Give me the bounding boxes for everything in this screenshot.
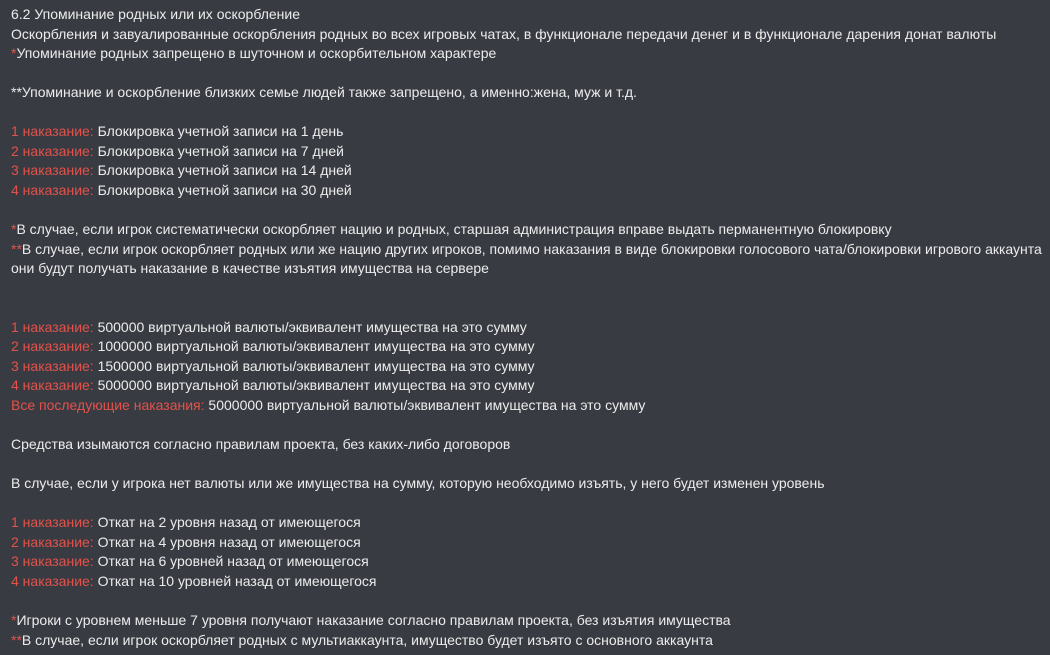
punishment-text: Откат на 2 уровня назад от имеющегося <box>93 514 361 531</box>
punishment-label: 4 наказание: <box>11 377 94 394</box>
punishment-text: 5000000 виртуальной валюты/эквивалент имущества на это сумму <box>93 377 535 394</box>
punishment-text: Откат на 10 уровней назад от имеющегося <box>93 572 377 589</box>
blank-line <box>11 64 1046 84</box>
asterisk-marker: ** <box>11 240 22 257</box>
punishment-label: 3 наказание: <box>11 553 94 570</box>
asterisk-marker: * <box>11 45 17 62</box>
final-note-1 <box>11 611 1046 631</box>
level-punishment-3 <box>11 552 1046 572</box>
note-text: В случае, если игрок оскорбляет родных с мультиаккаунта, имущество будет изъято с основного аккаунта <box>21 631 713 648</box>
ban-punishment-3 <box>11 161 1046 181</box>
level-intro: В случае, если у игрока нет валюты или же имущества на сумму, которую необходимо изъять, у него будет изменен уровень <box>11 475 825 492</box>
asterisk-marker: * <box>11 611 17 628</box>
blank-line <box>11 298 1046 318</box>
asterisk-marker: ** <box>11 631 22 648</box>
ban-punishment-2 <box>11 142 1046 162</box>
fine-note: Средства изымаются согласно правилам проекта, без каких-либо договоров <box>11 436 511 453</box>
punishment-label: 3 наказание: <box>11 357 94 374</box>
punishment-label: 1 наказание: <box>11 318 94 335</box>
punishment-label: 4 наказание: <box>11 181 94 198</box>
blank-line <box>11 455 1046 475</box>
level-punishment-1 <box>11 513 1046 533</box>
punishment-label: 4 наказание: <box>11 572 94 589</box>
punishment-text: 500000 виртуальной валюты/эквивалент имущества на это сумму <box>93 318 527 335</box>
punishment-label: 1 наказание: <box>11 514 94 531</box>
punishment-text: 1000000 виртуальной валюты/эквивалент имущества на это сумму <box>93 338 535 355</box>
ban-punishment-4 <box>11 181 1046 201</box>
rule-title: 6.2 Упоминание родных или их оскорбление <box>11 6 301 22</box>
asterisk-marker: * <box>11 221 17 238</box>
note-text: В случае, если игрок систематически оскорбляет нацию и родных, старшая администрация вправе выдать перманентную блокировку <box>16 221 892 238</box>
blank-line <box>11 494 1046 514</box>
blank-line <box>11 200 1046 220</box>
fine-punishment-subsequent <box>11 396 1046 416</box>
punishment-text: Откат на 4 уровня назад от имеющегося <box>93 533 361 550</box>
ban-note-1 <box>11 220 1046 240</box>
blank-line <box>11 591 1046 611</box>
punishment-label: 3 наказание: <box>11 162 94 179</box>
punishment-text: Блокировка учетной записи на 14 дней <box>93 162 352 179</box>
fine-punishment-3 <box>11 357 1046 377</box>
final-note-2 <box>11 631 1046 651</box>
blank-line <box>11 279 1046 299</box>
rule-note-2: **Упоминание и оскорбление близких семье людей также запрещено, а именно:жена, муж и т.д. <box>11 84 637 101</box>
ban-punishment-1 <box>11 122 1046 142</box>
level-punishment-4 <box>11 572 1046 592</box>
punishment-label: 2 наказание: <box>11 533 94 550</box>
fine-punishment-4 <box>11 376 1046 396</box>
rule-description: Оскорбления и завуалированные оскорбления родных во всех игровых чатах, в функционале передачи денег и в функционале дарения донат валюты <box>11 25 997 42</box>
punishment-label: 1 наказание: <box>11 123 94 140</box>
punishment-text: Блокировка учетной записи на 1 день <box>93 123 344 140</box>
note-text: Игроки с уровнем меньше 7 уровня получают наказание согласно правилам проекта, без изъятия имущества <box>16 611 731 628</box>
punishment-text: 5000000 виртуальной валюты/эквивалент имущества на это сумму <box>204 396 646 413</box>
rule-note-1 <box>11 44 1046 64</box>
punishment-label: 2 наказание: <box>11 142 94 159</box>
punishment-text: 1500000 виртуальной валюты/эквивалент имущества на это сумму <box>93 357 535 374</box>
punishment-label: Все последующие наказания: <box>11 396 205 413</box>
blank-line <box>11 415 1046 435</box>
blank-line <box>11 103 1046 123</box>
rule-document <box>11 5 1046 650</box>
fine-punishment-2 <box>11 337 1046 357</box>
punishment-text: Откат на 6 уровней назад от имеющегося <box>93 553 369 570</box>
punishment-text: Блокировка учетной записи на 7 дней <box>93 142 344 159</box>
level-punishment-2 <box>11 533 1046 553</box>
punishment-label: 2 наказание: <box>11 338 94 355</box>
fine-punishment-1 <box>11 318 1046 338</box>
punishment-text: Блокировка учетной записи на 30 дней <box>93 181 352 198</box>
ban-note-2 <box>11 240 1046 279</box>
note-text: Упоминание родных запрещено в шуточном и оскорбительном характере <box>16 45 497 62</box>
note-text: В случае, если игрок оскорбляет родных или же нацию других игроков, помимо наказания в виде блокировки голосового чата/блокировки игрового аккаунта они будут получать наказание в качестве изъятия имущества на сервере <box>11 240 1042 277</box>
